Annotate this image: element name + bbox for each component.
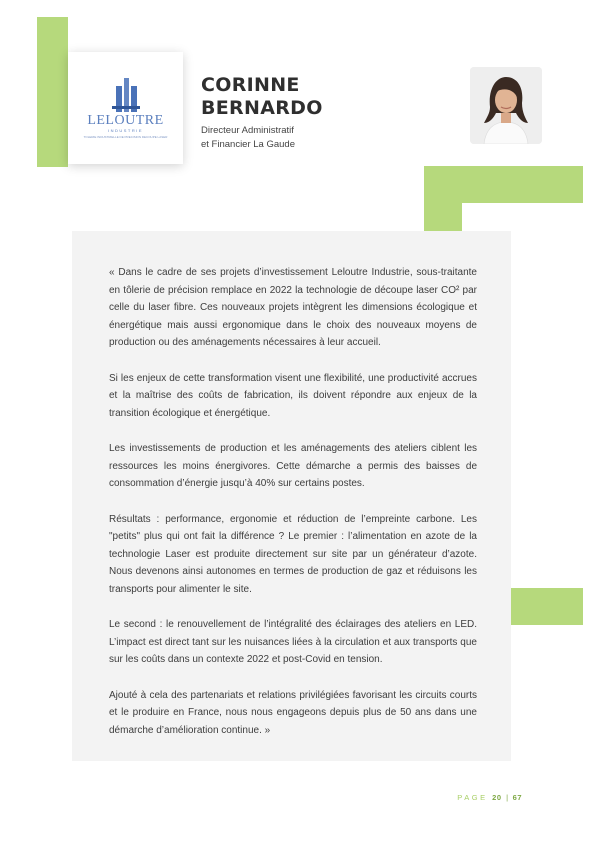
portrait-image [470, 67, 542, 144]
role-line-1: Directeur Administratif [201, 125, 294, 136]
quote-paragraph: Ajouté à cela des partenariats et relations privilégiées favorisant les circuits courts et le produire en France, nous nous engageons depuis plus de 50 ans dans une démarche d’amélioration continue. » [109, 689, 477, 736]
testimonial-box [72, 231, 511, 761]
testimonial-text [109, 264, 477, 757]
last-name: BERNARDO [201, 97, 323, 119]
logo-wordmark: LELOUTRE [87, 112, 164, 128]
page-current: 20 [492, 793, 502, 802]
quote-paragraph: Résultats : performance, ergonomie et réduction de l’empreinte carbone. Les "petits" plus qui ont fait la différence ? Le premier : l’alimentation en azote de la technologie Laser est produite directement sur site par un générateur d’azote. Nous devenons ainsi autonomes en termes de production de gaz et réduisons les transports pour alimenter le site. [109, 513, 477, 595]
company-logo-card [68, 52, 183, 164]
accent-bar-left [37, 17, 68, 167]
page-total: 67 [512, 793, 522, 802]
person-name [201, 74, 401, 120]
quote-paragraph: Les investissements de production et les aménagements des ateliers ciblent les ressources les moins énergivores. Cette démarche a permis des baisses de consommation d’énergie jusqu’à 40% sur certains postes. [109, 443, 477, 489]
quote-paragraph: Si les enjeux de cette transformation visent une flexibilité, une productivité accrues et la maîtrise des coûts de fabrication, ils doivent répondre aux enjeux de la transition écologique et énergétique. [109, 372, 477, 419]
page-separator: | [506, 793, 509, 802]
role-line-2: et Financier La Gaude [201, 139, 296, 150]
quote-paragraph: Le second : le renouvellement de l’intégralité des éclairages des ateliers en LED. L’impact est direct tant sur les nuisances liées à la circulation et aux transports que sur les coûts dans un contexte 2022 et post-Covid en tension. [109, 619, 477, 665]
logo-subtitle: INDUSTRIE [107, 127, 144, 133]
first-name: CORINNE [201, 74, 300, 96]
quote-paragraph: « Dans le cadre de ses projets d’investissement Leloutre Industrie, sous-traitante en tôlerie de précision remplace en 2022 la technologie de découpe laser CO² par celle du laser fibre. Ces nouveaux projets intègrent les dimensions écologique et énergétique mais aussi ergonomique dans le choix des nouveaux moyens de production ou des aménagements nécessaires à leur accueil. [109, 267, 477, 348]
leloutre-logo-icon [112, 78, 140, 112]
accent-bar-right-middle [510, 588, 583, 625]
person-portrait [470, 67, 542, 144]
accent-bar-right-stub [424, 166, 462, 232]
page-number [457, 793, 522, 802]
logo-tagline: TOLERIE INDUSTRIELLE DE PRECISION DECOUPE LASER [83, 134, 168, 139]
page-label: PAGE [457, 793, 488, 802]
person-role [201, 124, 421, 152]
